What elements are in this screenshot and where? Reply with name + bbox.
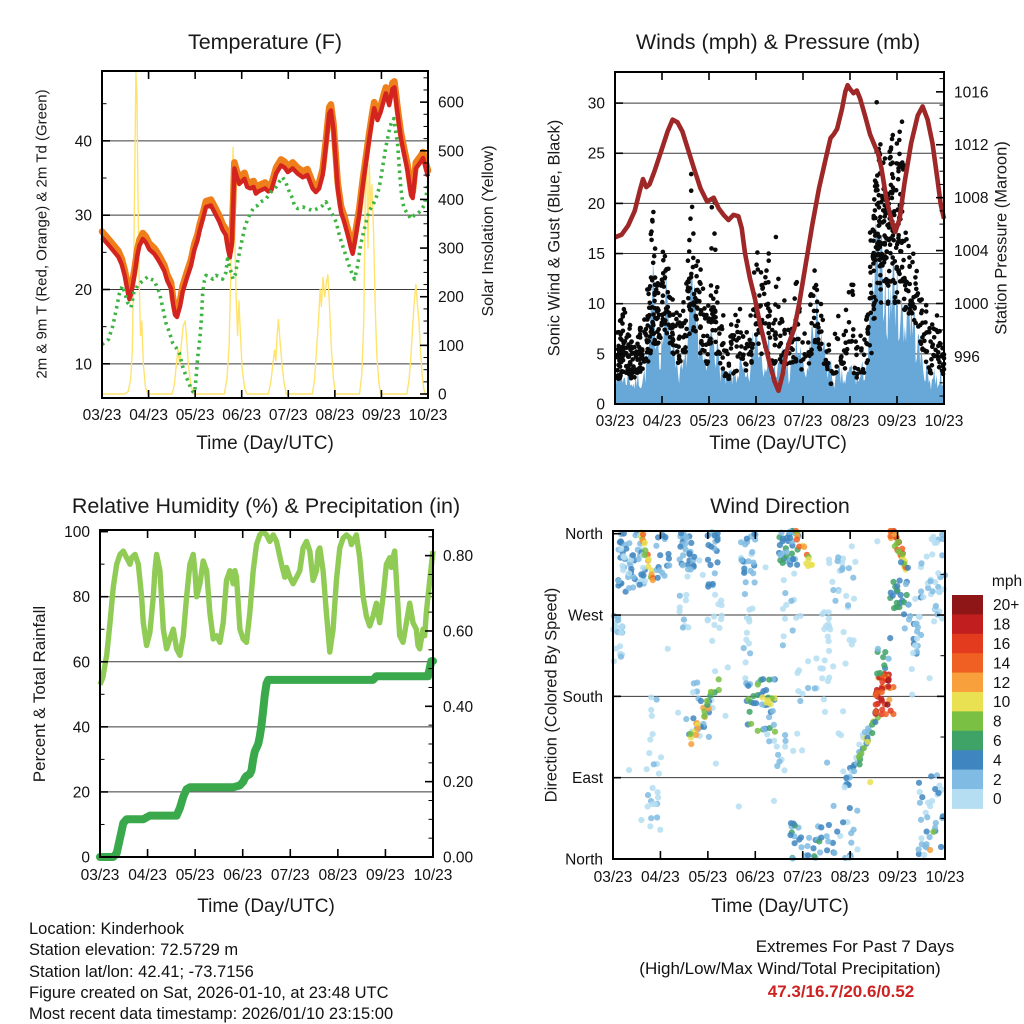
station-location: Location: Kinderhook <box>29 920 185 938</box>
wind-direction-chart <box>512 480 1024 944</box>
y-tick-label-right: 1000 <box>954 295 989 313</box>
y-tick-label: 10 <box>587 296 605 314</box>
legend-label: 6 <box>993 733 1002 750</box>
y-tick-label-right: 0.60 <box>443 623 474 641</box>
x-tick-label: 09/23 <box>362 407 401 424</box>
extremes-title: Extremes For Past 7 Days <box>755 937 955 956</box>
legend-swatch <box>952 789 983 809</box>
y-tick-label-right: 1012 <box>954 137 989 155</box>
y-tick-label: 80 <box>72 589 90 607</box>
pressure-y-label: Station Pressure (Maroon) <box>992 141 1011 335</box>
humidity-precip-title: Relative Humidity (%) & Precipitation (in) <box>71 494 461 518</box>
2m-dewpoint-line <box>102 119 428 393</box>
legend-swatch <box>952 595 983 615</box>
x-tick-label: 06/23 <box>736 413 776 430</box>
legend-label: 14 <box>993 655 1011 673</box>
x-tick-label: 07/23 <box>783 869 823 886</box>
x-tick-label: 08/23 <box>315 407 355 424</box>
legend-swatch <box>952 634 983 654</box>
y-tick-label: 40 <box>72 719 90 737</box>
y-tick-label: 40 <box>74 133 92 151</box>
temperature-x-label: Time (Day/UTC) <box>196 433 334 454</box>
winds-pressure-title: Winds (mph) & Pressure (mb) <box>635 30 921 54</box>
y-tick-label: 5 <box>596 346 605 364</box>
y-tick-label-right: 200 <box>438 289 464 307</box>
y-tick-label: 20 <box>74 281 92 299</box>
legend-swatch <box>952 731 983 751</box>
x-tick-label: 05/23 <box>689 413 729 430</box>
direction-y-label: Direction (Colored By Speed) <box>542 587 561 803</box>
x-tick-label: 07/23 <box>783 413 823 430</box>
temperature-chart <box>0 0 512 464</box>
total-rainfall-line <box>100 661 433 857</box>
legend-swatch <box>952 692 983 712</box>
x-tick-label: 10/23 <box>413 867 453 884</box>
wind-direction-title: Wind Direction <box>710 494 850 518</box>
2m-temperature-line <box>102 87 428 317</box>
legend-label: 20+ <box>993 597 1020 615</box>
legend-swatch <box>952 711 983 731</box>
y-tick-label-right: 1004 <box>954 243 989 261</box>
y-tick-label-right: 1008 <box>954 190 989 208</box>
legend-label: 0 <box>993 791 1002 809</box>
y-tick-label: 25 <box>587 145 605 163</box>
legend-label: 12 <box>993 674 1011 692</box>
x-tick-label: 03/23 <box>595 413 635 430</box>
x-tick-label: 10/23 <box>925 869 965 886</box>
legend-label: 4 <box>993 752 1002 770</box>
y-tick-label-right: 600 <box>438 94 464 112</box>
y-tick-label: 60 <box>72 654 90 672</box>
humidity-y-label: Percent & Total Rainfall <box>30 605 49 783</box>
wind-direction-dots <box>610 528 948 862</box>
x-tick-label: 05/23 <box>175 867 215 884</box>
y-tick-label: 100 <box>64 524 90 542</box>
winds-pressure-chart <box>512 0 1024 464</box>
x-tick-label: 03/23 <box>80 867 120 884</box>
x-tick-label: 06/23 <box>222 407 262 424</box>
y-tick-label-right: 0 <box>438 386 447 404</box>
x-tick-label: 04/23 <box>129 407 168 424</box>
y-tick-label: North <box>565 526 603 544</box>
x-tick-label: 04/23 <box>641 869 680 886</box>
y-tick-label-right: 0.00 <box>443 849 474 867</box>
legend-label: 16 <box>993 636 1011 653</box>
y-tick-label: 15 <box>587 246 605 264</box>
x-tick-label: 09/23 <box>366 867 405 884</box>
station-info <box>29 919 393 1024</box>
y-tick-label: West <box>567 607 603 625</box>
legend-swatch <box>952 614 983 634</box>
x-tick-label: 08/23 <box>830 413 870 430</box>
extremes-subtitle: (High/Low/Max Wind/Total Precipitation) <box>639 959 941 978</box>
winds-x-label: Time (Day/UTC) <box>709 433 847 454</box>
x-tick-label: 06/23 <box>735 869 775 886</box>
y-tick-label-right: 1016 <box>954 84 989 102</box>
y-tick-label-right: 0.40 <box>443 698 474 716</box>
x-tick-label: 03/23 <box>593 869 633 886</box>
y-tick-label: 10 <box>74 356 92 374</box>
temperature-title: Temperature (F) <box>187 30 343 54</box>
legend-label: 8 <box>993 713 1002 731</box>
data-timestamp: Most recent data timestamp: 2026/01/10 23:15:00 <box>29 1005 394 1024</box>
speed-legend <box>952 573 1022 809</box>
x-tick-label: 08/23 <box>830 869 870 886</box>
humidity-precip-chart <box>0 480 512 944</box>
wind-direction-x-label: Time (Day/UTC) <box>711 896 849 917</box>
x-tick-label: 07/23 <box>268 407 308 424</box>
legend-label: 2 <box>993 771 1002 789</box>
station-elevation: Station elevation: 72.5729 m <box>29 941 239 960</box>
x-tick-label: 09/23 <box>878 869 917 886</box>
y-tick-label: 20 <box>72 784 90 802</box>
y-tick-label-right: 996 <box>954 348 980 366</box>
x-tick-label: 06/23 <box>223 867 263 884</box>
x-tick-label: 03/23 <box>82 407 122 424</box>
legend-label: 18 <box>993 616 1011 634</box>
x-tick-label: 10/23 <box>924 413 964 430</box>
solar-y-label: Solar Insolation (Yellow) <box>480 145 497 317</box>
extremes-values: 47.3/16.7/20.6/0.52 <box>767 982 915 1001</box>
x-tick-label: 05/23 <box>688 869 728 886</box>
legend-swatch <box>952 673 983 693</box>
y-tick-label-right: 0.20 <box>443 774 474 792</box>
x-tick-label: 08/23 <box>318 867 358 884</box>
figure-created: Figure created on Sat, 2026-01-10, at 23:48 UTC <box>29 983 389 1002</box>
legend-title: mph <box>991 573 1023 590</box>
humidity-x-label: Time (Day/UTC) <box>197 896 335 917</box>
y-tick-label: 0 <box>81 849 90 867</box>
x-tick-label: 04/23 <box>128 867 167 884</box>
y-tick-label: 30 <box>74 207 92 225</box>
x-tick-label: 09/23 <box>877 413 917 430</box>
y-tick-label-right: 300 <box>438 240 464 258</box>
legend-swatch <box>952 653 983 673</box>
x-tick-label: 07/23 <box>270 867 310 884</box>
y-tick-label-right: 100 <box>438 337 464 355</box>
y-tick-label: 20 <box>587 195 605 213</box>
x-tick-label: 05/23 <box>175 407 215 424</box>
legend-swatch <box>952 770 983 790</box>
y-tick-label-right: 0.80 <box>443 548 474 566</box>
y-tick-label: South <box>562 688 603 706</box>
x-tick-label: 10/23 <box>408 407 448 424</box>
y-tick-label-right: 400 <box>438 191 464 209</box>
y-tick-label: 0 <box>596 396 605 414</box>
temperature-y-label: 2m & 9m T (Red, Orange) & 2m Td (Green) <box>33 89 51 379</box>
y-tick-label: East <box>571 770 603 788</box>
legend-label: 10 <box>993 694 1011 712</box>
legend-swatch <box>952 750 983 770</box>
y-tick-label: North <box>565 851 603 869</box>
x-tick-label: 04/23 <box>642 413 682 430</box>
station-latlon: Station lat/lon: 42.41; -73.7156 <box>29 962 254 981</box>
wind-y-label: Sonic Wind & Gust (Blue, Black) <box>545 119 564 357</box>
y-tick-label: 30 <box>587 95 605 113</box>
y-tick-label-right: 500 <box>438 143 464 161</box>
